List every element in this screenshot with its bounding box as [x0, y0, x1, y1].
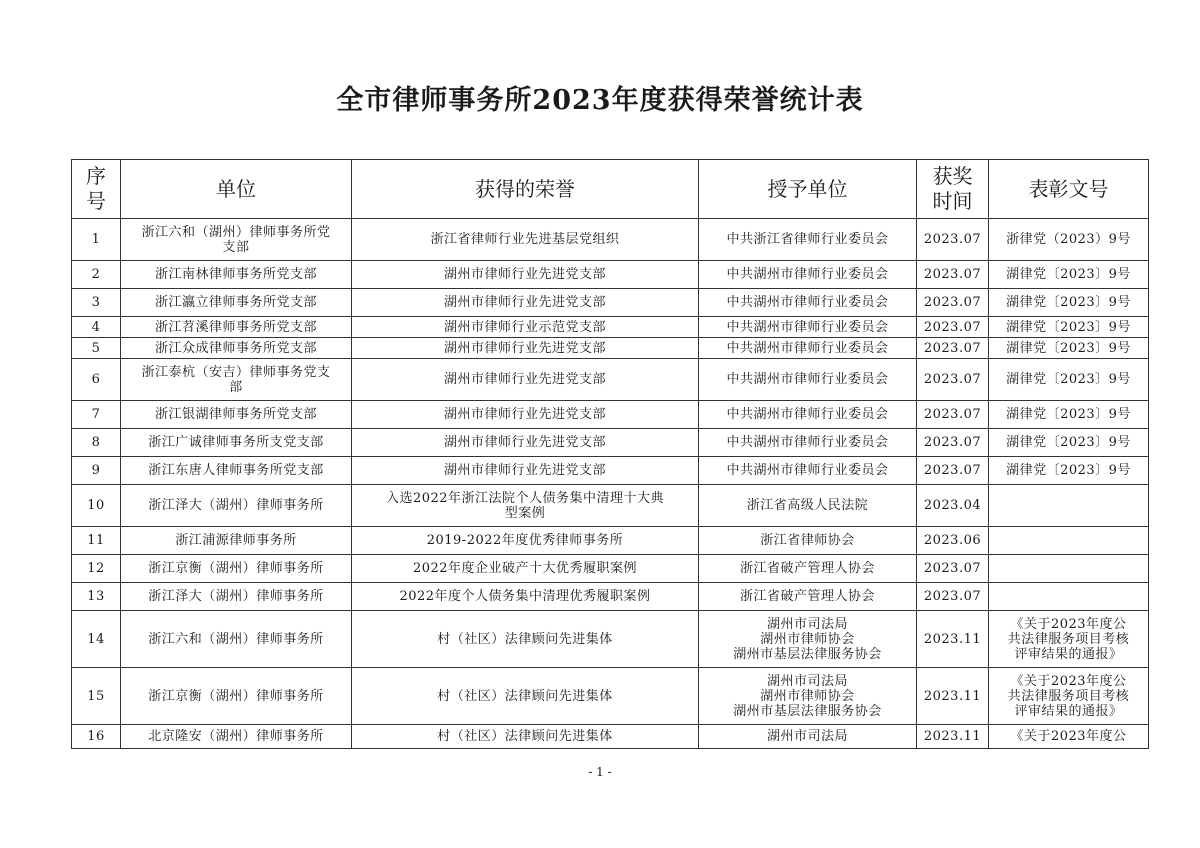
table-row	[72, 317, 1149, 338]
cell-doc-number-text: 湖律党〔2023〕9号	[1006, 407, 1131, 422]
cell-honor	[352, 668, 699, 725]
cell-seq-text: 3	[91, 295, 101, 310]
table-row	[72, 457, 1149, 485]
cell-date-text: 2023.07	[923, 407, 982, 422]
cell-honor	[352, 338, 699, 359]
table-header-row	[72, 160, 1149, 219]
table-row	[72, 485, 1149, 527]
cell-seq	[72, 401, 121, 429]
cell-honor-text: 湖州市律师行业先进党支部	[443, 372, 606, 387]
cell-doc-number	[989, 527, 1149, 555]
cell-honor	[352, 527, 699, 555]
cell-doc-number-text: 湖律党〔2023〕9号	[1006, 463, 1131, 478]
cell-grantor-text: 浙江省破产管理人协会	[739, 589, 875, 604]
cell-grantor	[699, 359, 917, 401]
cell-grantor-text: 湖州市司法局	[766, 729, 848, 744]
cell-grantor	[699, 429, 917, 457]
cell-date-text: 2023.07	[923, 267, 982, 282]
header-seq: 序 号	[72, 160, 121, 219]
cell-date-text: 2023.07	[923, 319, 982, 335]
cell-honor-text: 2019-2022年度优秀律师事务所	[426, 533, 624, 548]
cell-doc-number	[989, 485, 1149, 527]
cell-seq	[72, 317, 121, 338]
table-row	[72, 401, 1149, 429]
cell-date	[917, 289, 989, 317]
cell-unit-text: 浙江银湖律师事务所党支部	[154, 407, 317, 422]
cell-unit	[121, 359, 352, 401]
cell-date-text: 2023.07	[923, 561, 982, 576]
cell-unit-text: 浙江泰杭（安吉）律师事务党支 部	[141, 364, 331, 395]
cell-seq-text: 11	[87, 533, 105, 548]
cell-seq-text: 15	[87, 688, 105, 704]
cell-grantor	[699, 338, 917, 359]
cell-honor	[352, 485, 699, 527]
document-title: 全市律师事务所2023年度获得荣誉统计表	[336, 85, 864, 116]
table-row	[72, 219, 1149, 261]
cell-date	[917, 219, 989, 261]
table-row	[72, 261, 1149, 289]
cell-date	[917, 317, 989, 338]
cell-doc-number-text: 浙律党（2023）9号	[1006, 232, 1131, 247]
cell-date-text: 2023.11	[923, 631, 982, 647]
cell-unit	[121, 289, 352, 317]
cell-date	[917, 583, 989, 611]
cell-doc-number	[989, 261, 1149, 289]
cell-date-text: 2023.07	[923, 372, 982, 387]
cell-seq-text: 9	[91, 463, 101, 478]
cell-grantor-text: 浙江省律师协会	[760, 533, 855, 548]
cell-seq-text: 4	[91, 319, 101, 335]
cell-date-text: 2023.07	[923, 463, 982, 478]
table-row	[72, 527, 1149, 555]
cell-honor-text: 湖州市律师行业先进党支部	[443, 340, 606, 356]
cell-seq	[72, 725, 121, 749]
cell-honor-text: 村（社区）法律顾问先进集体	[437, 688, 613, 704]
cell-doc-number	[989, 219, 1149, 261]
cell-grantor-text: 浙江省破产管理人协会	[739, 561, 875, 576]
cell-grantor-text: 中共湖州市律师行业委员会	[726, 295, 889, 310]
cell-seq	[72, 289, 121, 317]
cell-unit-text: 北京隆安（湖州）律师事务所	[148, 729, 324, 744]
cell-seq	[72, 583, 121, 611]
cell-grantor	[699, 527, 917, 555]
cell-unit-text: 浙江南林律师事务所党支部	[154, 267, 317, 282]
header-honor: 获得的荣誉	[352, 160, 699, 219]
cell-doc-number	[989, 457, 1149, 485]
cell-date	[917, 338, 989, 359]
cell-grantor-text: 中共湖州市律师行业委员会	[726, 267, 889, 282]
cell-grantor-text: 湖州市司法局 湖州市律师协会 湖州市基层法律服务协会	[733, 673, 882, 719]
cell-date	[917, 527, 989, 555]
cell-date	[917, 611, 989, 668]
cell-grantor-text: 湖州市司法局 湖州市律师协会 湖州市基层法律服务协会	[733, 616, 882, 662]
cell-unit-text: 浙江六和（湖州）律师事务所	[148, 631, 324, 647]
cell-grantor-text: 浙江省高级人民法院	[746, 498, 869, 513]
cell-honor	[352, 555, 699, 583]
cell-honor	[352, 611, 699, 668]
cell-date-text: 2023.11	[923, 729, 982, 744]
cell-honor-text: 入选2022年浙江法院个人债务集中清理十大典 型案例	[385, 490, 665, 521]
cell-date-text: 2023.04	[923, 498, 982, 513]
cell-doc-number	[989, 725, 1149, 749]
cell-honor-text: 湖州市律师行业先进党支部	[443, 407, 606, 422]
cell-seq	[72, 261, 121, 289]
cell-unit	[121, 338, 352, 359]
cell-unit-text: 浙江东唐人律师事务所党支部	[148, 463, 324, 478]
cell-honor-text: 湖州市律师行业先进党支部	[443, 463, 606, 478]
cell-honor	[352, 725, 699, 749]
cell-unit-text: 浙江众成律师事务所党支部	[154, 340, 317, 356]
cell-seq-text: 6	[91, 372, 101, 387]
cell-seq	[72, 527, 121, 555]
cell-doc-number-text: 湖律党〔2023〕9号	[1006, 372, 1131, 387]
table-row	[72, 583, 1149, 611]
cell-doc-number	[989, 401, 1149, 429]
cell-seq-text: 14	[87, 631, 105, 647]
cell-unit	[121, 583, 352, 611]
cell-date	[917, 359, 989, 401]
cell-doc-number	[989, 429, 1149, 457]
cell-honor	[352, 429, 699, 457]
cell-seq	[72, 338, 121, 359]
cell-seq-text: 10	[87, 498, 105, 513]
cell-unit	[121, 611, 352, 668]
cell-honor	[352, 359, 699, 401]
cell-unit	[121, 457, 352, 485]
cell-doc-number	[989, 289, 1149, 317]
cell-date	[917, 668, 989, 725]
cell-seq-text: 7	[91, 407, 101, 422]
cell-seq	[72, 611, 121, 668]
table-row	[72, 429, 1149, 457]
cell-seq-text: 16	[87, 729, 105, 744]
cell-grantor	[699, 555, 917, 583]
cell-doc-number	[989, 611, 1149, 668]
table-row	[72, 611, 1149, 668]
cell-honor	[352, 401, 699, 429]
cell-grantor	[699, 725, 917, 749]
cell-seq-text: 13	[87, 589, 105, 604]
cell-date-text: 2023.07	[923, 340, 982, 356]
cell-unit-text: 浙江六和（湖州）律师事务所党 支部	[141, 224, 331, 255]
cell-grantor-text: 中共浙江省律师行业委员会	[726, 232, 889, 247]
cell-doc-number-text: 《关于2023年度公	[1010, 729, 1127, 744]
cell-seq	[72, 485, 121, 527]
cell-honor-text: 村（社区）法律顾问先进集体	[437, 729, 613, 744]
cell-honor-text: 2022年度企业破产十大优秀履职案例	[412, 561, 638, 576]
cell-seq	[72, 359, 121, 401]
cell-doc-number	[989, 668, 1149, 725]
cell-doc-number	[989, 583, 1149, 611]
cell-doc-number-text: 湖律党〔2023〕9号	[1006, 435, 1131, 450]
cell-honor	[352, 583, 699, 611]
table-row	[72, 555, 1149, 583]
cell-doc-number-text: 湖律党〔2023〕9号	[1006, 340, 1131, 356]
cell-doc-number-text: 《关于2023年度公 共法律服务项目考核 评审结果的通报》	[1007, 673, 1130, 719]
cell-date-text: 2023.06	[923, 533, 982, 548]
cell-unit-text: 浙江泽大（湖州）律师事务所	[148, 589, 324, 604]
table-body	[72, 219, 1149, 749]
cell-date-text: 2023.11	[923, 688, 982, 704]
honor-statistics-table	[71, 159, 1149, 749]
table-row	[72, 338, 1149, 359]
cell-seq-text: 12	[87, 561, 105, 576]
cell-grantor	[699, 583, 917, 611]
cell-honor	[352, 261, 699, 289]
cell-honor-text: 村（社区）法律顾问先进集体	[437, 631, 613, 647]
cell-seq	[72, 429, 121, 457]
cell-date-text: 2023.07	[923, 589, 982, 604]
cell-grantor	[699, 457, 917, 485]
cell-grantor-text: 中共湖州市律师行业委员会	[726, 340, 889, 356]
cell-unit-text: 浙江泽大（湖州）律师事务所	[148, 498, 324, 513]
cell-unit	[121, 527, 352, 555]
cell-doc-number-text: 湖律党〔2023〕9号	[1006, 319, 1131, 335]
cell-grantor-text: 中共湖州市律师行业委员会	[726, 463, 889, 478]
cell-doc-number	[989, 555, 1149, 583]
cell-unit	[121, 219, 352, 261]
cell-seq	[72, 219, 121, 261]
cell-unit-text: 浙江京衡（湖州）律师事务所	[148, 688, 324, 704]
header-unit: 单位	[121, 160, 352, 219]
cell-unit-text: 浙江瀛立律师事务所党支部	[154, 295, 317, 310]
cell-doc-number-text: 《关于2023年度公 共法律服务项目考核 评审结果的通报》	[1007, 616, 1130, 662]
cell-honor-text: 浙江省律师行业先进基层党组织	[430, 232, 620, 247]
cell-date-text: 2023.07	[923, 435, 982, 450]
cell-seq-text: 8	[91, 435, 101, 450]
cell-date	[917, 401, 989, 429]
cell-honor-text: 湖州市律师行业先进党支部	[443, 267, 606, 282]
cell-seq-text: 2	[91, 267, 101, 282]
cell-unit-text: 浙江广诚律师事务所支党支部	[148, 435, 324, 450]
cell-doc-number-text: 湖律党〔2023〕9号	[1006, 267, 1131, 282]
cell-honor	[352, 219, 699, 261]
cell-doc-number-text: 湖律党〔2023〕9号	[1006, 295, 1131, 310]
cell-date-text: 2023.07	[923, 232, 982, 247]
cell-date-text: 2023.07	[923, 295, 982, 310]
cell-unit	[121, 725, 352, 749]
cell-date	[917, 429, 989, 457]
cell-honor-text: 湖州市律师行业先进党支部	[443, 435, 606, 450]
cell-seq	[72, 668, 121, 725]
cell-unit	[121, 261, 352, 289]
cell-grantor	[699, 289, 917, 317]
cell-unit	[121, 429, 352, 457]
cell-date	[917, 485, 989, 527]
cell-grantor-text: 中共湖州市律师行业委员会	[726, 319, 889, 335]
cell-honor	[352, 317, 699, 338]
cell-honor-text: 湖州市律师行业示范党支部	[443, 319, 606, 335]
cell-grantor-text: 中共湖州市律师行业委员会	[726, 407, 889, 422]
cell-seq	[72, 555, 121, 583]
cell-seq-text: 1	[91, 232, 101, 247]
cell-grantor	[699, 485, 917, 527]
cell-grantor-text: 中共湖州市律师行业委员会	[726, 372, 889, 387]
cell-doc-number	[989, 359, 1149, 401]
cell-date	[917, 261, 989, 289]
cell-date	[917, 457, 989, 485]
cell-unit	[121, 555, 352, 583]
table-row	[72, 289, 1149, 317]
cell-unit-text: 浙江浦源律师事务所	[175, 533, 297, 548]
header-date: 获奖 时间	[917, 160, 989, 219]
cell-doc-number	[989, 317, 1149, 338]
cell-doc-number	[989, 338, 1149, 359]
cell-grantor	[699, 611, 917, 668]
cell-honor-text: 2022年度个人债务集中清理优秀履职案例	[399, 589, 651, 604]
cell-unit-text: 浙江苕溪律师事务所党支部	[154, 319, 317, 335]
cell-unit	[121, 668, 352, 725]
cell-grantor	[699, 668, 917, 725]
cell-grantor-text: 中共湖州市律师行业委员会	[726, 435, 889, 450]
page-number: - 1 -	[588, 765, 612, 779]
cell-date	[917, 555, 989, 583]
cell-unit-text: 浙江京衡（湖州）律师事务所	[148, 561, 324, 576]
cell-grantor	[699, 317, 917, 338]
cell-grantor	[699, 261, 917, 289]
cell-honor	[352, 289, 699, 317]
header-doc-number: 表彰文号	[989, 160, 1149, 219]
cell-grantor	[699, 219, 917, 261]
table-row	[72, 359, 1149, 401]
cell-unit	[121, 401, 352, 429]
cell-seq-text: 5	[91, 340, 101, 356]
cell-honor-text: 湖州市律师行业先进党支部	[443, 295, 606, 310]
cell-unit	[121, 485, 352, 527]
cell-date	[917, 725, 989, 749]
cell-grantor	[699, 401, 917, 429]
cell-seq	[72, 457, 121, 485]
cell-honor	[352, 457, 699, 485]
table-row	[72, 725, 1149, 749]
header-grantor: 授予单位	[699, 160, 917, 219]
cell-unit	[121, 317, 352, 338]
table-row	[72, 668, 1149, 725]
